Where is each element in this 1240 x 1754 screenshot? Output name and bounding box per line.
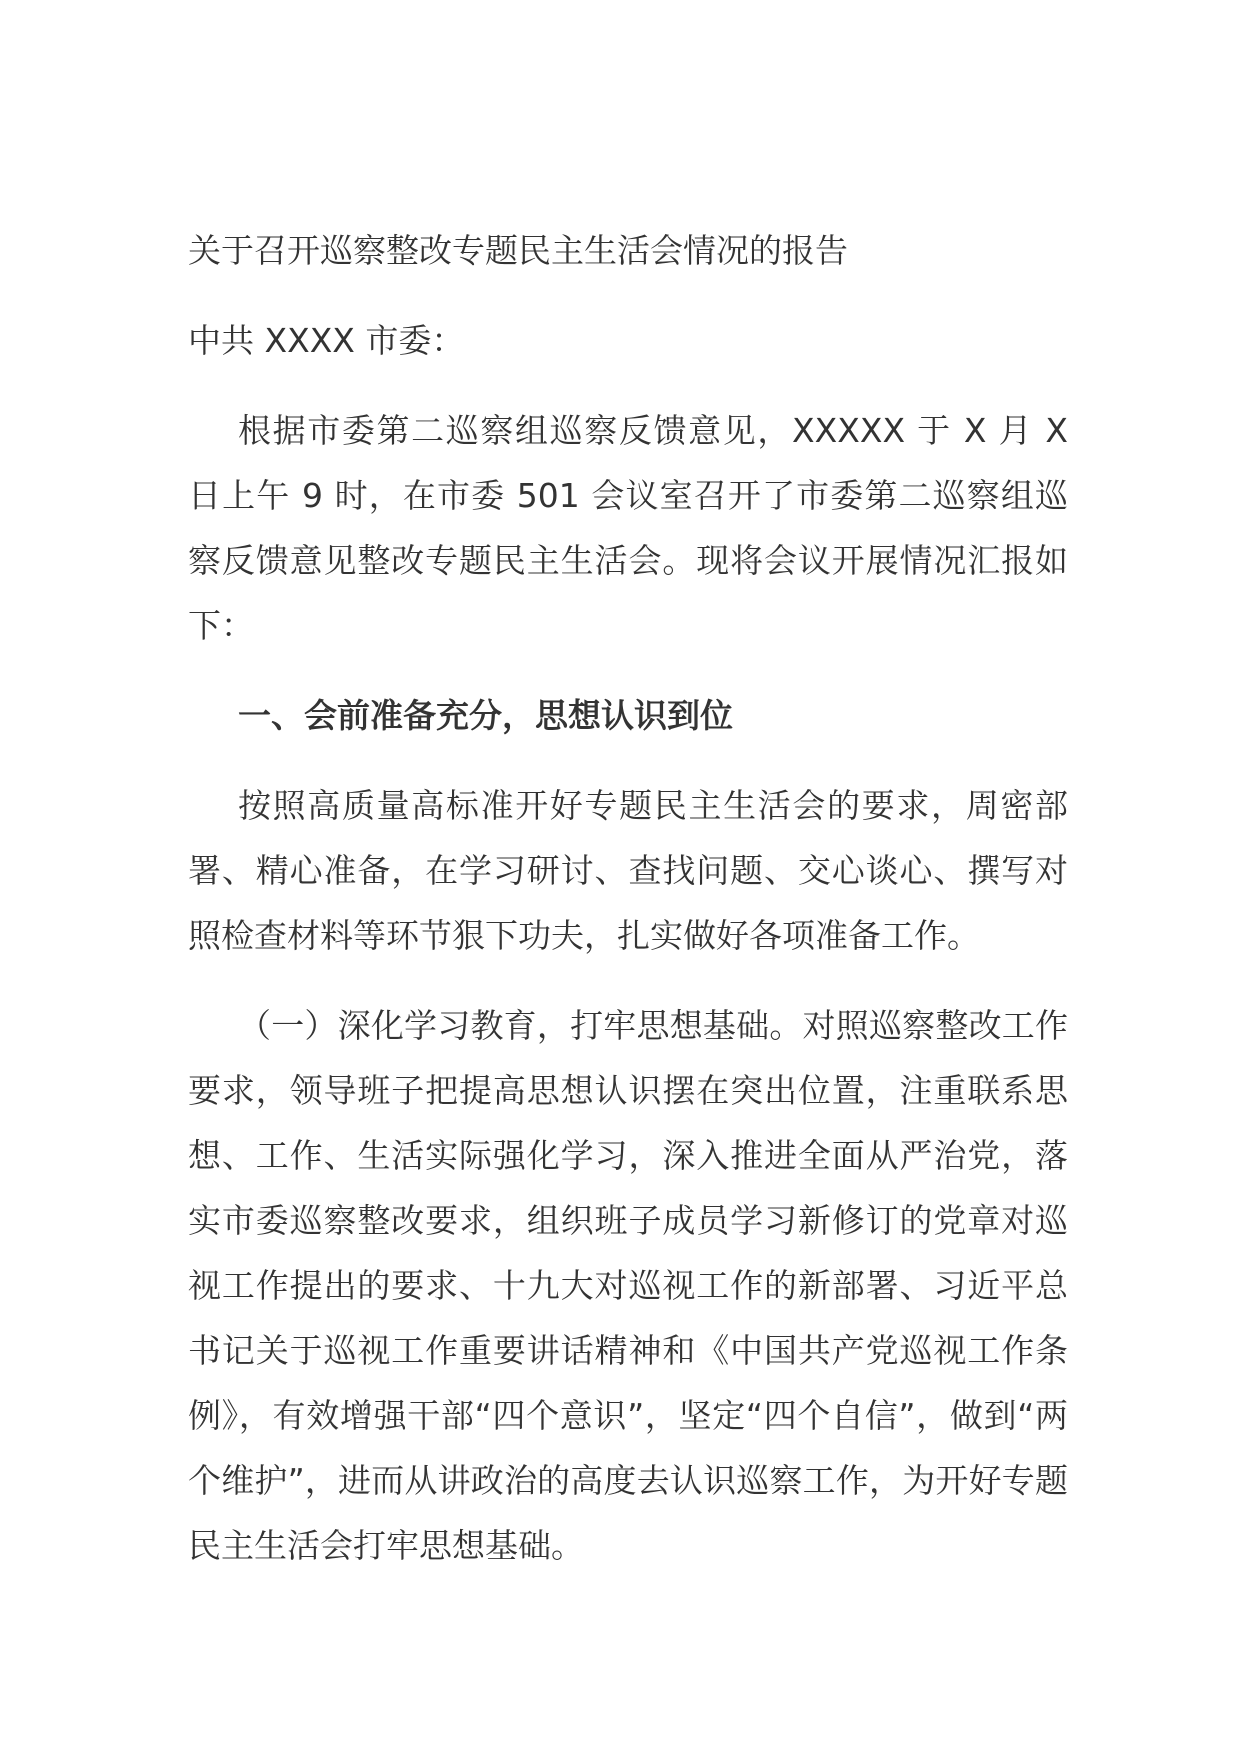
section-item-paragraph: （一）深化学习教育，打牢思想基础。对照巡察整改工作要求，领导班子把提高思想认识摆在突出位置，注重联系思想、工作、生活实际强化学习，深入推进全面从严治党，落实市委巡察整改要求，组织班子成员学习新修订的党章对巡视工作提出的要求、十九大对巡视工作的新部署、习近平总书记关于巡视工作重要讲话精神和《中国共产党巡视工作条例》，有效增强干部“四个意识”，坚定“四个自信”，做到“两个维护”，进而从讲政治的高度去认识巡察工作，为开好专题民主生活会打牢思想基础。 (188, 1006, 1068, 1565)
section-heading: 一、会前准备充分，思想认识到位 (238, 696, 733, 735)
document-title: 关于召开巡察整改专题民主生活会情况的报告 (188, 231, 848, 270)
section-overview-paragraph: 按照高质量高标准开好专题民主生活会的要求，周密部署、精心准备，在学习研讨、查找问题、交心谈心、撰写对照检查材料等环节狠下功夫，扎实做好各项准备工作。 (188, 786, 1068, 955)
salutation: 中共 XXXX 市委： (188, 321, 465, 360)
document-body (188, 218, 1068, 1603)
intro-paragraph: 根据市委第二巡察组巡察反馈意见，XXXXX 于 X 月 X 日上午 9 时，在市委 501 会议室召开了市委第二巡察组巡察反馈意见整改专题民主生活会。现将会议开展情况汇报如下： (188, 411, 1068, 645)
